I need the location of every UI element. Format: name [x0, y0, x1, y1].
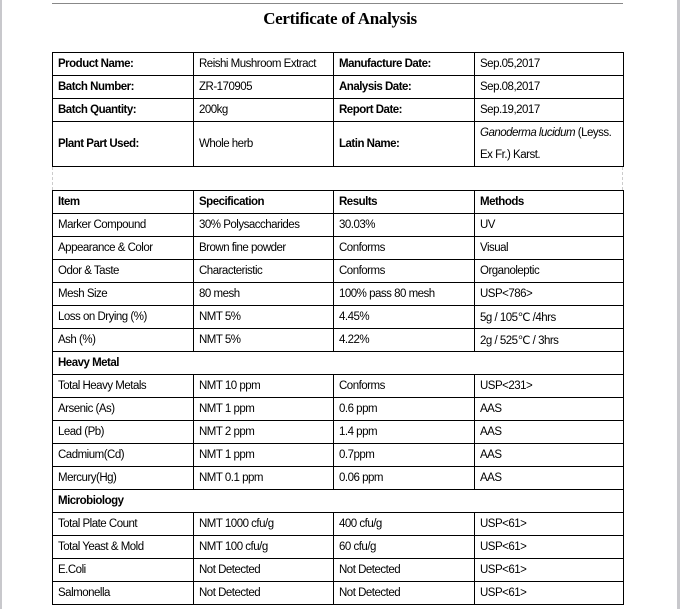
cell: 1.4 ppm	[334, 421, 475, 444]
cell: AAS	[475, 444, 624, 467]
cell: Results	[334, 191, 475, 214]
cell: USP<61>	[475, 559, 624, 582]
cell: 60 cfu/g	[334, 536, 475, 559]
cell: Batch Quantity:	[53, 99, 194, 122]
cell: Lead (Pb)	[53, 421, 194, 444]
latin-name-label: Latin Name:	[334, 122, 475, 167]
plant-part-label: Plant Part Used:	[53, 122, 194, 167]
cell: NMT 5%	[194, 306, 334, 329]
section-heading: Heavy Metal	[53, 352, 624, 375]
latin-line2: Ex Fr.) Karst.	[480, 149, 541, 161]
cell: 2g / 525℃ / 3hrs	[475, 329, 624, 352]
table-row	[53, 536, 624, 559]
cell: Total Heavy Metals	[53, 375, 194, 398]
cell: NMT 100 cfu/g	[194, 536, 334, 559]
cell: Marker Compound	[53, 214, 194, 237]
plant-part-value: Whole herb	[194, 122, 334, 167]
table-row	[53, 283, 624, 306]
cell: E.Coli	[53, 559, 194, 582]
cell: 0.7ppm	[334, 444, 475, 467]
cell: 80 mesh	[194, 283, 334, 306]
cell: 0.6 ppm	[334, 398, 475, 421]
table-row	[53, 467, 624, 490]
section-heavy-metal	[53, 352, 624, 375]
cell: USP<786>	[475, 283, 624, 306]
cell: 5g / 105℃ /4hrs	[475, 306, 624, 329]
cell: NMT 10 ppm	[194, 375, 334, 398]
cell: Not Detected	[194, 559, 334, 582]
cell: Appearance & Color	[53, 237, 194, 260]
document-title: Certificate of Analysis	[263, 9, 417, 28]
table-row	[53, 559, 624, 582]
cell: Batch Number:	[53, 76, 194, 99]
cell: USP<61>	[475, 536, 624, 559]
cell: Loss on Drying (%)	[53, 306, 194, 329]
header-row	[53, 191, 624, 214]
cell: Conforms	[334, 237, 475, 260]
cell: AAS	[475, 467, 624, 490]
info-row	[53, 53, 624, 76]
cell: Sep.19,2017	[475, 99, 624, 122]
cell: Brown fine powder	[194, 237, 334, 260]
cell: Salmonella	[53, 582, 194, 605]
cell: NMT 0.1 ppm	[194, 467, 334, 490]
latin-name-value	[475, 122, 624, 167]
table-row	[53, 375, 624, 398]
cell: 4.22%	[334, 329, 475, 352]
info-row	[53, 122, 624, 167]
cell: Arsenic (As)	[53, 398, 194, 421]
cell: ZR-170905	[194, 76, 334, 99]
cell: 100% pass 80 mesh	[334, 283, 475, 306]
cell: 4.45%	[334, 306, 475, 329]
cell: NMT 1 ppm	[194, 444, 334, 467]
table-row	[53, 513, 624, 536]
cell: Not Detected	[334, 559, 475, 582]
cell: Mesh Size	[53, 283, 194, 306]
table-row	[53, 582, 624, 605]
table-row	[53, 306, 624, 329]
cell: Cadmium(Cd)	[53, 444, 194, 467]
info-row	[53, 76, 624, 99]
table-row	[53, 214, 624, 237]
cell: USP<61>	[475, 513, 624, 536]
table-row	[53, 421, 624, 444]
page-divider	[52, 3, 623, 4]
product-info-table	[52, 52, 624, 167]
cell: Ash (%)	[53, 329, 194, 352]
cell: Mercury(Hg)	[53, 467, 194, 490]
cell: Reishi Mushroom Extract	[194, 53, 334, 76]
table-row	[53, 329, 624, 352]
cell: NMT 5%	[194, 329, 334, 352]
table-row	[53, 237, 624, 260]
table-row	[53, 398, 624, 421]
cell: 400 cfu/g	[334, 513, 475, 536]
cell: NMT 2 ppm	[194, 421, 334, 444]
cell: Analysis Date:	[334, 76, 475, 99]
section-heading: Microbiology	[53, 490, 624, 513]
cell: Not Detected	[334, 582, 475, 605]
cell: USP<231>	[475, 375, 624, 398]
cell: UV	[475, 214, 624, 237]
cell: Methods	[475, 191, 624, 214]
cell: 200kg	[194, 99, 334, 122]
cell: 0.06 ppm	[334, 467, 475, 490]
cell: USP<61>	[475, 582, 624, 605]
cell: Visual	[475, 237, 624, 260]
cell: Odor & Taste	[53, 260, 194, 283]
cell: Conforms	[334, 375, 475, 398]
analysis-table	[52, 190, 624, 605]
cell: AAS	[475, 421, 624, 444]
cell: NMT 1000 cfu/g	[194, 513, 334, 536]
cell: Specification	[194, 191, 334, 214]
cell: Manufacture Date:	[334, 53, 475, 76]
table-row	[53, 444, 624, 467]
left-margin	[0, 0, 2, 609]
cell: Characteristic	[194, 260, 334, 283]
cell: NMT 1 ppm	[194, 398, 334, 421]
cell: Sep.08,2017	[475, 76, 624, 99]
cell: Total Plate Count	[53, 513, 194, 536]
cell: 30% Polysaccharides	[194, 214, 334, 237]
table-row	[53, 260, 624, 283]
cell: Total Yeast & Mold	[53, 536, 194, 559]
cell: AAS	[475, 398, 624, 421]
cell: Conforms	[334, 260, 475, 283]
cell: 30.03%	[334, 214, 475, 237]
cell: Not Detected	[194, 582, 334, 605]
info-row	[53, 99, 624, 122]
cell: Organoleptic	[475, 260, 624, 283]
cell: Sep.05,2017	[475, 53, 624, 76]
cell: Item	[53, 191, 194, 214]
cell: Report Date:	[334, 99, 475, 122]
cell: Product Name:	[53, 53, 194, 76]
spacer	[52, 167, 623, 190]
section-microbiology	[53, 490, 624, 513]
latin-italic: Ganoderma lucidum	[480, 127, 576, 139]
latin-rest: (Leyss.	[575, 127, 612, 139]
